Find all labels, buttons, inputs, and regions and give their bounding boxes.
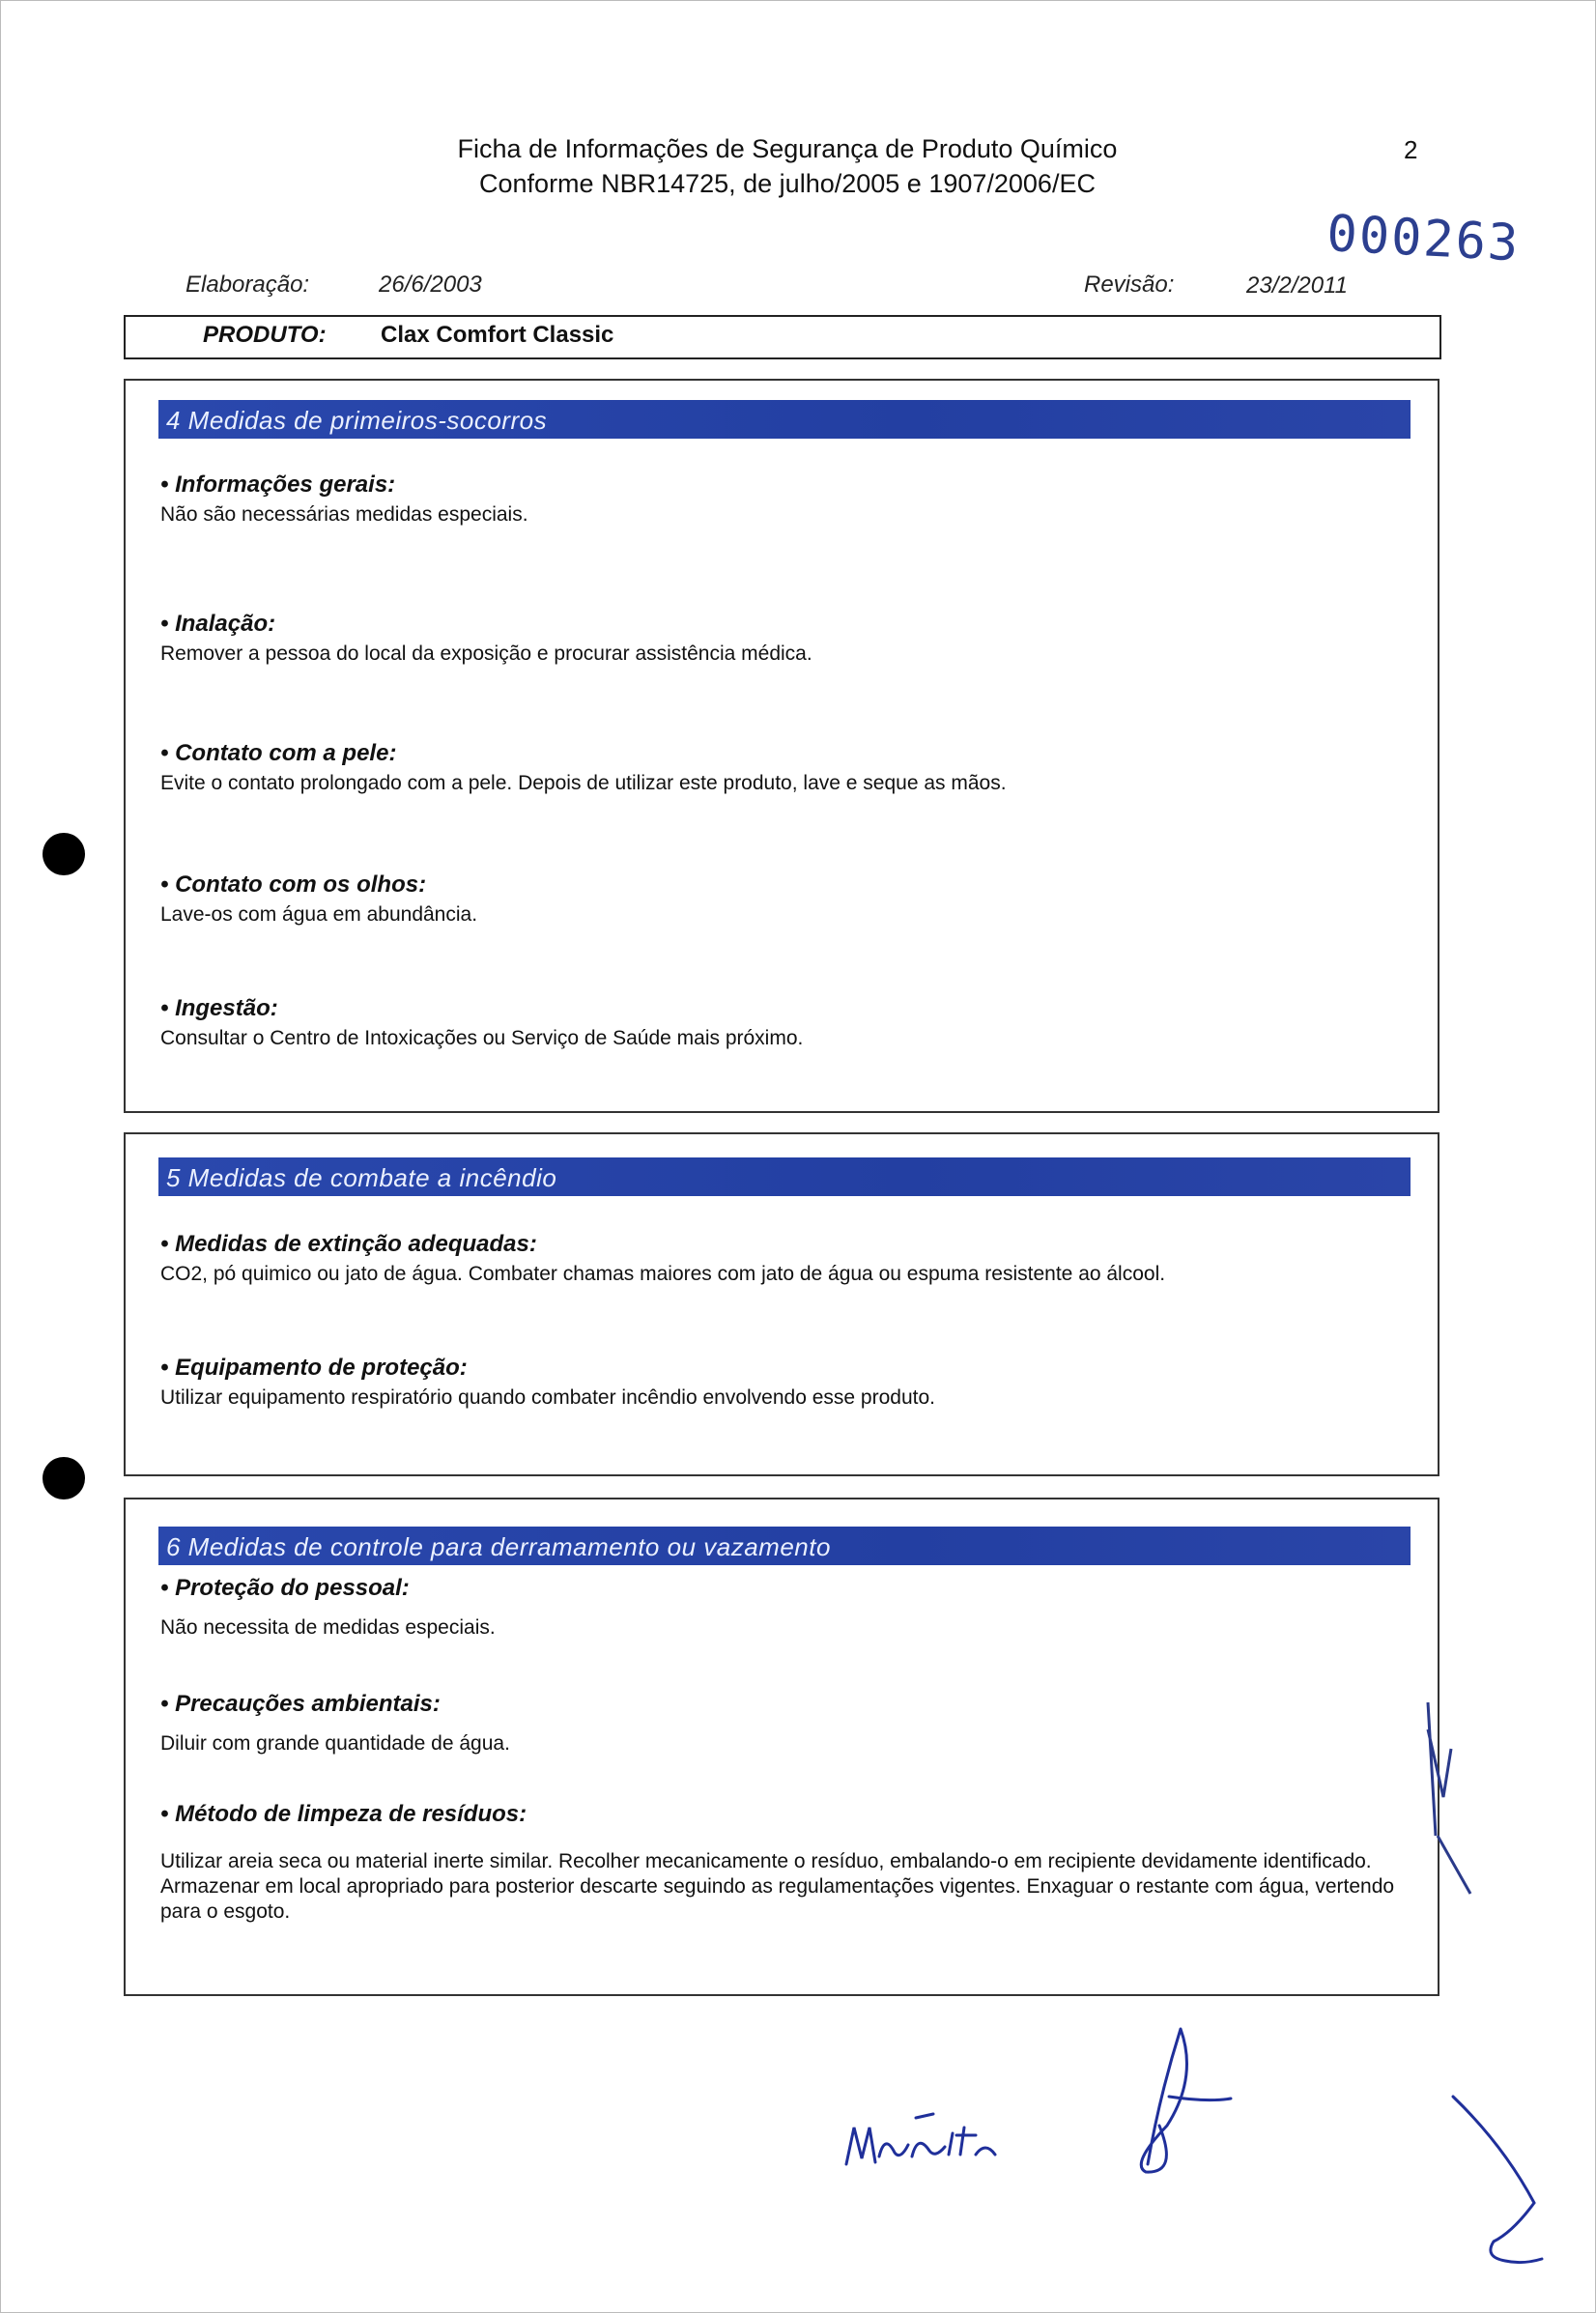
field-label: • Equipamento de proteção:: [160, 1355, 468, 1381]
revisao-date: 23/2/2011: [1246, 272, 1348, 299]
revisao-label: Revisão:: [1084, 271, 1175, 298]
field-label: • Método de limpeza de resíduos:: [160, 1801, 527, 1827]
field-label: • Ingestão:: [160, 995, 278, 1021]
field-label: • Medidas de extinção adequadas:: [160, 1231, 537, 1257]
field-text: Diluir com grande quantidade de água.: [160, 1732, 510, 1755]
elaboracao-date: 26/6/2003: [379, 271, 482, 298]
section-4-title: 4 Medidas de primeiros-socorros: [158, 400, 1411, 439]
field-text: Não são necessárias medidas especiais.: [160, 503, 528, 526]
field-text: Utilizar equipamento respiratório quando combater incêndio envolvendo esse produto.: [160, 1386, 935, 1409]
signature-mark-center: [1101, 2019, 1246, 2184]
field-label: • Contato com os olhos:: [160, 871, 427, 898]
margin-signature-mark: [1414, 1691, 1482, 1903]
section-first-aid: [124, 379, 1439, 1113]
document-title: [309, 131, 1266, 201]
elaboracao-label: Elaboração:: [185, 271, 310, 298]
field-text: Evite o contato prolongado com a pele. Depois de utilizar este produto, lave e seque as mãos.: [160, 772, 1007, 794]
title-line-2: Conforme NBR14725, de julho/2005 e 1907/2006/EC: [479, 169, 1096, 198]
punch-hole-top: [43, 833, 85, 875]
field-text: Remover a pessoa do local da exposição e procurar assistência médica.: [160, 642, 812, 665]
field-text: Utilizar areia seca ou material inerte similar. Recolher mecanicamente o resíduo, embalando-o em recipiente devidamente identificado. Armazenar em local apropriado para posterior descarte seguindo as regulamentações vigentes. Enxaguar o restante com água, vertendo para o esgoto.: [160, 1850, 1395, 1923]
field-label: • Precauções ambientais:: [160, 1691, 441, 1717]
product-box: [124, 315, 1441, 359]
page-number: 2: [1404, 135, 1418, 164]
section-spill-control: [124, 1498, 1439, 1996]
product-name: Clax Comfort Classic: [381, 322, 614, 348]
field-label: • Contato com a pele:: [160, 740, 397, 766]
signature-mark-right: [1445, 2087, 1552, 2270]
field-text: Não necessita de medidas especiais.: [160, 1616, 496, 1639]
section-firefighting: [124, 1132, 1439, 1476]
field-text: Consultar o Centro de Intoxicações ou Serviço de Saúde mais próximo.: [160, 1027, 804, 1049]
punch-hole-bottom: [43, 1457, 85, 1499]
document-number-stamp: 000263: [1325, 205, 1522, 273]
field-label: • Proteção do pessoal:: [160, 1575, 410, 1601]
section-5-title: 5 Medidas de combate a incêndio: [158, 1157, 1411, 1196]
field-text: CO2, pó quimico ou jato de água. Combater chamas maiores com jato de água ou espuma resistente ao álcool.: [160, 1263, 1166, 1285]
field-text: Lave-os com água em abundância.: [160, 903, 478, 926]
field-label: • Informações gerais:: [160, 471, 396, 498]
section-6-title: 6 Medidas de controle para derramamento ou vazamento: [158, 1527, 1411, 1565]
handwritten-name-signature: [841, 2106, 1024, 2174]
field-label: • Inalação:: [160, 611, 276, 637]
title-line-1: Ficha de Informações de Segurança de Produto Químico: [457, 134, 1118, 163]
product-label: PRODUTO:: [203, 322, 327, 348]
